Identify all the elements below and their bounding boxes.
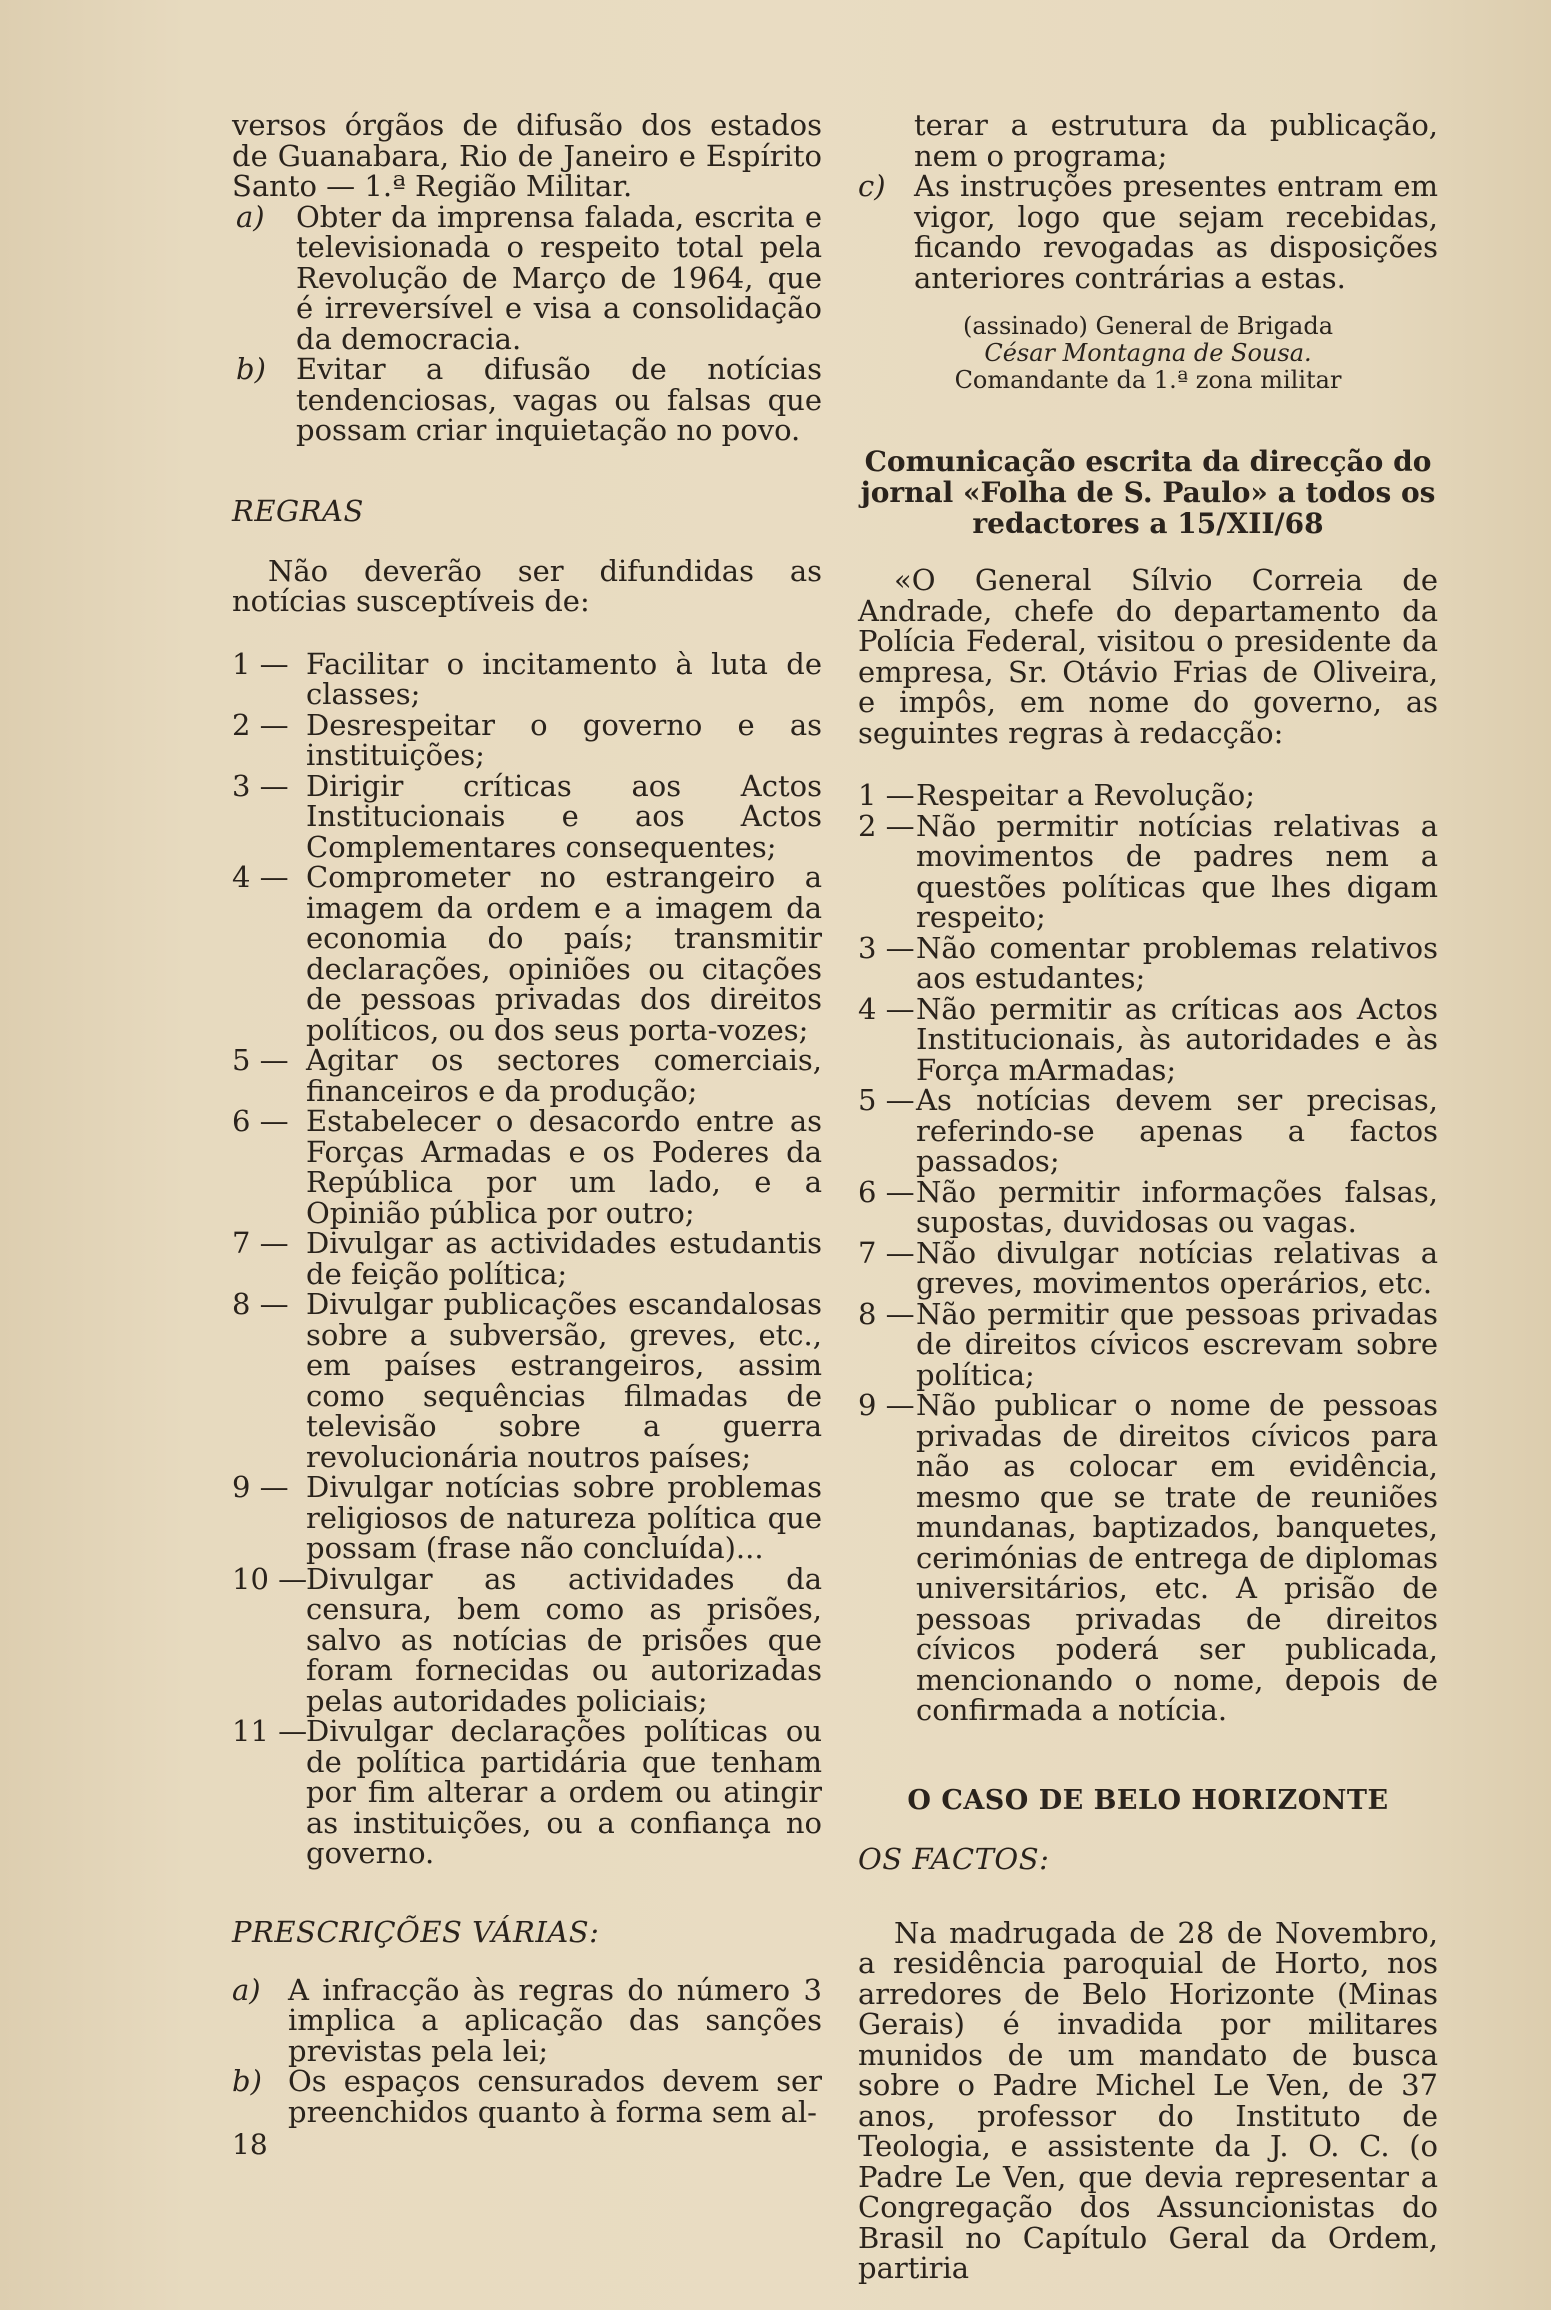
item-text: Evitar a difusão de notícias tendenciosas, vagas ou falsas que possam criar inquietação no povo. <box>296 352 822 447</box>
item-text: Comprometer no estrangeiro a imagem da ordem e a imagem da economia do país; transmitir declarações, opiniões ou citações de pessoas privadas dos direitos políticos, ou dos seus porta-vozes; <box>306 860 822 1047</box>
list-item <box>858 1085 1438 1177</box>
continuation-item <box>858 110 1438 171</box>
item-text: Divulgar declarações políticas ou de política partidária que tenham por fim alterar a ordem ou atingir as instituições, ou a confiança no governo. <box>306 1714 822 1870</box>
item-number: 9 — <box>858 1388 915 1422</box>
item-text: Divulgar as actividades estudantis de feição política; <box>306 1226 822 1291</box>
item-number: 4 — <box>858 991 915 1026</box>
item-number: 8 — <box>858 1296 915 1331</box>
list-item <box>232 1561 822 1718</box>
list-item <box>232 1472 822 1564</box>
item-text: Estabelecer o desacordo entre as Forças Armadas e os Poderes da República por um lado, e a Opinião pública por outro; <box>306 1104 822 1230</box>
item-number: 1 — <box>858 778 915 812</box>
regras-title: REGRAS <box>232 493 364 528</box>
item-number: 3 — <box>232 768 289 803</box>
item-marker: a) <box>236 199 265 234</box>
item-text: Facilitar o incitamento à luta de classes; <box>306 646 822 711</box>
factos-title: OS FACTOS: <box>858 1841 1050 1876</box>
item-text: As instruções presentes entram em vigor, logo que sejam recebidas, ficando revogadas as disposições anteriores contrárias a estas. <box>914 169 1438 295</box>
intro-item <box>232 199 822 356</box>
item-text: Não permitir que pessoas privadas de direitos cívicos escrevam sobre política; <box>916 1296 1438 1392</box>
list-item <box>232 1289 822 1472</box>
item-text: Não publicar o nome de pessoas privadas de direitos cívicos para não as colocar em evidência, mesmo que se trate de reuniões mundanas, baptizados, banquetes, cerimónias de entrega de diplomas universitários, etc. A prisão de pessoas privadas de direitos cívicos poderá ser publicada, mencionando o nome, depois de confirmada a notícia. <box>916 1388 1438 1727</box>
item-marker: b) <box>236 352 266 386</box>
item-c <box>858 171 1438 293</box>
item-number: 11 — <box>232 1714 308 1748</box>
signature-line: (assinado) General de Brigada <box>963 312 1333 340</box>
list-item <box>232 1716 822 1869</box>
list-item <box>232 1972 822 2068</box>
signature-name: César Montagna de Sousa. <box>984 339 1312 367</box>
list-item <box>858 1235 1438 1300</box>
item-text: Não divulgar notícias relativas a greves, movimentos operários, etc. <box>916 1235 1438 1300</box>
list-item <box>858 1174 1438 1239</box>
page-number: 18 <box>232 2128 268 2161</box>
item-number: 10 — <box>232 1561 308 1596</box>
list-item <box>232 1106 822 1228</box>
item-text: Divulgar publicações escandalosas sobre a subversão, greves, etc., em países estrangeiros, assim como sequências filmadas de televisão sobre a guerra revolucionária noutros países; <box>306 1287 822 1474</box>
regras-intro: Não deverão ser difundidas as notícias susceptíveis de: <box>232 553 822 618</box>
item-text: Desrespeitar o governo e as instituições; <box>306 707 822 772</box>
prescricoes-list <box>232 1972 822 2129</box>
left-column <box>232 110 822 2127</box>
item-number: 7 — <box>232 1226 289 1260</box>
item-text: Não permitir notícias relativas a movimentos de padres nem a questões políticas que lhes digam respeito; <box>916 808 1438 934</box>
prescricoes-title: PRESCRIÇÕES VÁRIAS: <box>232 1914 600 1949</box>
right-column <box>858 110 1438 2284</box>
item-marker: c) <box>858 169 886 203</box>
item-number: 4 — <box>232 860 289 894</box>
item-number: 3 — <box>858 930 915 965</box>
list-item <box>858 930 1438 995</box>
item-text: Agitar os sectores comerciais, financeiros e da produção; <box>306 1043 822 1108</box>
list-item <box>858 991 1438 1087</box>
item-text: As notícias devem ser precisas, referindo-se apenas a factos passados; <box>916 1083 1438 1178</box>
list-item <box>858 1296 1438 1392</box>
list-item <box>232 862 822 1045</box>
factos-paragraph: Na madrugada de 28 de Novembro, a residência paroquial de Horto, nos arredores de Belo Horizonte (Minas Gerais) é invadida por militares munidos de um mandato de busca sobre o Padre Michel Le Ven, de 37 anos, professor do Instituto de Teologia, e assistente da J. O. C. (o Padre Le Ven, que devia representar a Congregação dos Assuncionistas do Brasil no Capítulo Geral da Ordem, partiria <box>858 1915 1438 2285</box>
item-text: Dirigir críticas aos Actos Institucionais e aos Actos Complementares consequentes; <box>306 768 822 864</box>
list-item <box>858 780 1438 811</box>
item-number: 1 — <box>232 646 289 681</box>
item-number: 6 — <box>232 1104 289 1138</box>
signature-block <box>858 313 1438 394</box>
item-text: Não permitir as críticas aos Actos Institucionais, às autoridades e às Força mArmadas; <box>916 991 1438 1087</box>
comm-intro: «O General Sílvio Correia de Andrade, chefe do departamento da Polícia Federal, visitou o presidente da empresa, Sr. Otávio Frias de Oliveira, e impôs, em nome do governo, as seguintes regras à redacção: <box>858 563 1438 750</box>
list-item <box>232 1045 822 1106</box>
continuation-text: terar a estrutura da publicação, nem o programa; <box>914 108 1438 173</box>
item-text: Divulgar notícias sobre problemas religiosos de natureza política que possam (frase não concluída)... <box>306 1470 822 1565</box>
list-item <box>232 646 822 711</box>
item-number: 5 — <box>232 1043 289 1077</box>
comm-rules-list <box>858 780 1438 1726</box>
item-text: Divulgar as actividades da censura, bem como as prisões, salvo as notícias de prisões que foram fornecidas ou autorizadas pelas autoridades policiais; <box>306 1561 822 1718</box>
comm-heading: Comunicação escrita da direcção do jornal «Folha de S. Paulo» a todos os redactores a 15/XII/68 <box>860 445 1436 540</box>
item-text: Respeitar a Revolução; <box>916 778 1255 812</box>
list-item <box>858 1390 1438 1726</box>
item-number: 6 — <box>858 1174 915 1209</box>
item-text: A infracção às regras do número 3 implica a aplicação das sanções previstas pela lei; <box>288 1972 822 2068</box>
item-marker: a) <box>232 1972 261 2007</box>
caso-heading: O CASO DE BELO HORIZONTE <box>907 1784 1389 1816</box>
regras-list <box>232 646 822 1870</box>
list-item <box>858 808 1438 934</box>
list-item <box>232 1228 822 1289</box>
item-number: 9 — <box>232 1470 289 1504</box>
item-number: 2 — <box>858 808 915 843</box>
item-text: Os espaços censurados devem ser preenchidos quanto à forma sem al- <box>288 2064 822 2129</box>
item-number: 7 — <box>858 1235 915 1270</box>
item-number: 2 — <box>232 707 289 742</box>
list-item <box>232 768 822 864</box>
list-item <box>232 707 822 772</box>
intro-paragraph: versos órgãos de difusão dos estados de Guanabara, Rio de Janeiro e Espírito Santo — 1.ª Região Militar. <box>232 108 822 203</box>
item-number: 8 — <box>232 1287 289 1321</box>
signature-line: Comandante da 1.ª zona militar <box>954 366 1342 394</box>
intro-item <box>232 354 822 446</box>
item-marker: b) <box>232 2064 262 2098</box>
item-number: 5 — <box>858 1083 915 1117</box>
item-text: Não permitir informações falsas, supostas, duvidosas ou vagas. <box>916 1174 1438 1239</box>
list-item <box>232 2066 822 2127</box>
item-text: Obter da imprensa falada, escrita e televisionada o respeito total pela Revolução de Março de 1964, que é irreversível e visa a consolidação da democracia. <box>296 199 822 356</box>
item-text: Não comentar problemas relativos aos estudantes; <box>916 930 1438 995</box>
